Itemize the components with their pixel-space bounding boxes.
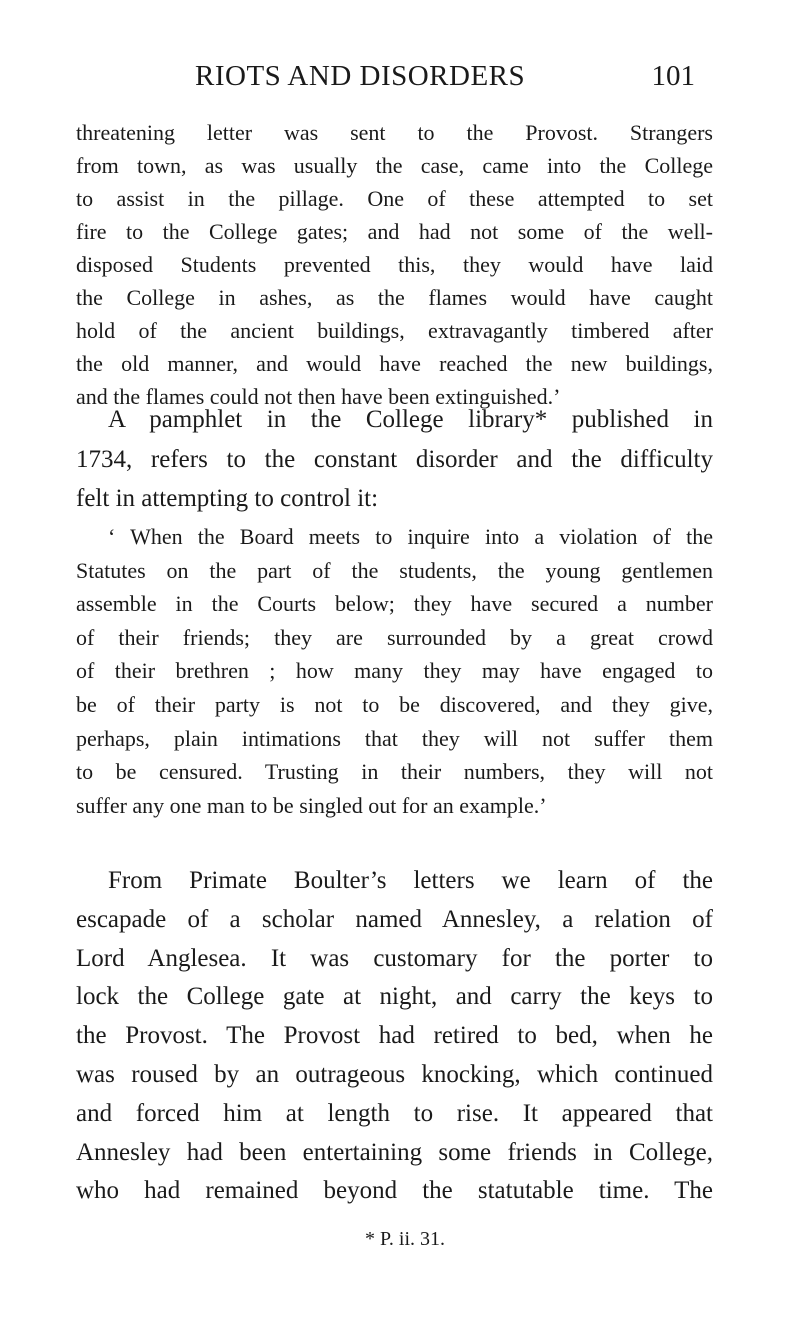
text-line: hold of the ancient buildings, extravagantly timbered after <box>76 318 713 343</box>
running-head <box>195 60 695 100</box>
text-line: of their brethren ; how many they may have engaged to <box>76 658 713 684</box>
paragraph-continuation <box>76 116 713 413</box>
text-line: A pamphlet in the College library* published in <box>108 406 713 433</box>
text-line: the old manner, and would have reached the new buildings, <box>76 351 713 376</box>
text-line: disposed Students prevented this, they would have laid <box>76 252 713 277</box>
running-title: RIOTS AND DISORDERS <box>195 60 526 92</box>
text-line: the College in ashes, as the flames would have caught <box>76 285 713 310</box>
text-line: be of their party is not to be discovered, and they give, <box>76 691 713 717</box>
text-line: From Primate Boulter’s letters we learn of the <box>108 867 713 894</box>
text-line: who had remained beyond the statutable time. The <box>76 1177 713 1205</box>
text-line: suffer any one man to be singled out for an example.’ <box>76 792 547 818</box>
text-line: fire to the College gates; and had not some of the well- <box>76 219 713 244</box>
text-line: the Provost. The Provost had retired to bed, when he <box>76 1022 713 1050</box>
text-line: Statutes on the part of the students, the young gentlemen <box>76 557 713 583</box>
text-line: 1734, refers to the constant disorder and the difficulty <box>76 445 713 473</box>
text-line: and forced him at length to rise. It appeared that <box>76 1099 713 1127</box>
text-line: to assist in the pillage. One of these attempted to set <box>76 186 713 211</box>
text-line: Annesley had been entertaining some friends in College, <box>76 1138 713 1166</box>
text-line: and the flames could not then have been extinguished.’ <box>76 384 561 409</box>
text-line: Lord Anglesea. It was customary for the porter to <box>76 944 713 972</box>
page-number: 101 <box>651 60 695 92</box>
footnote: * P. ii. 31. <box>364 1228 446 1250</box>
text-line: ‘ When the Board meets to inquire into a violation of the <box>108 524 713 549</box>
text-line: escapade of a scholar named Annesley, a relation of <box>76 905 713 933</box>
text-line: of their friends; they are surrounded by a great crowd <box>76 624 713 650</box>
text-line: to be censured. Trusting in their numbers, they will not <box>76 759 713 785</box>
text-line: was roused by an outrageous knocking, which continued <box>76 1060 713 1088</box>
paragraph-boulter <box>76 862 713 1211</box>
text-line: from town, as was usually the case, came into the College <box>76 153 713 178</box>
text-line: lock the College gate at night, and carry the keys to <box>76 983 713 1011</box>
block-quotation <box>76 520 713 822</box>
text-line: perhaps, plain intimations that they will not suffer them <box>76 725 713 751</box>
paragraph-pamphlet <box>76 400 713 519</box>
text-line: assemble in the Courts below; they have secured a number <box>76 591 713 617</box>
text-line: felt in attempting to control it: <box>76 485 379 512</box>
text-line: threatening letter was sent to the Provost. Strangers <box>76 120 713 145</box>
